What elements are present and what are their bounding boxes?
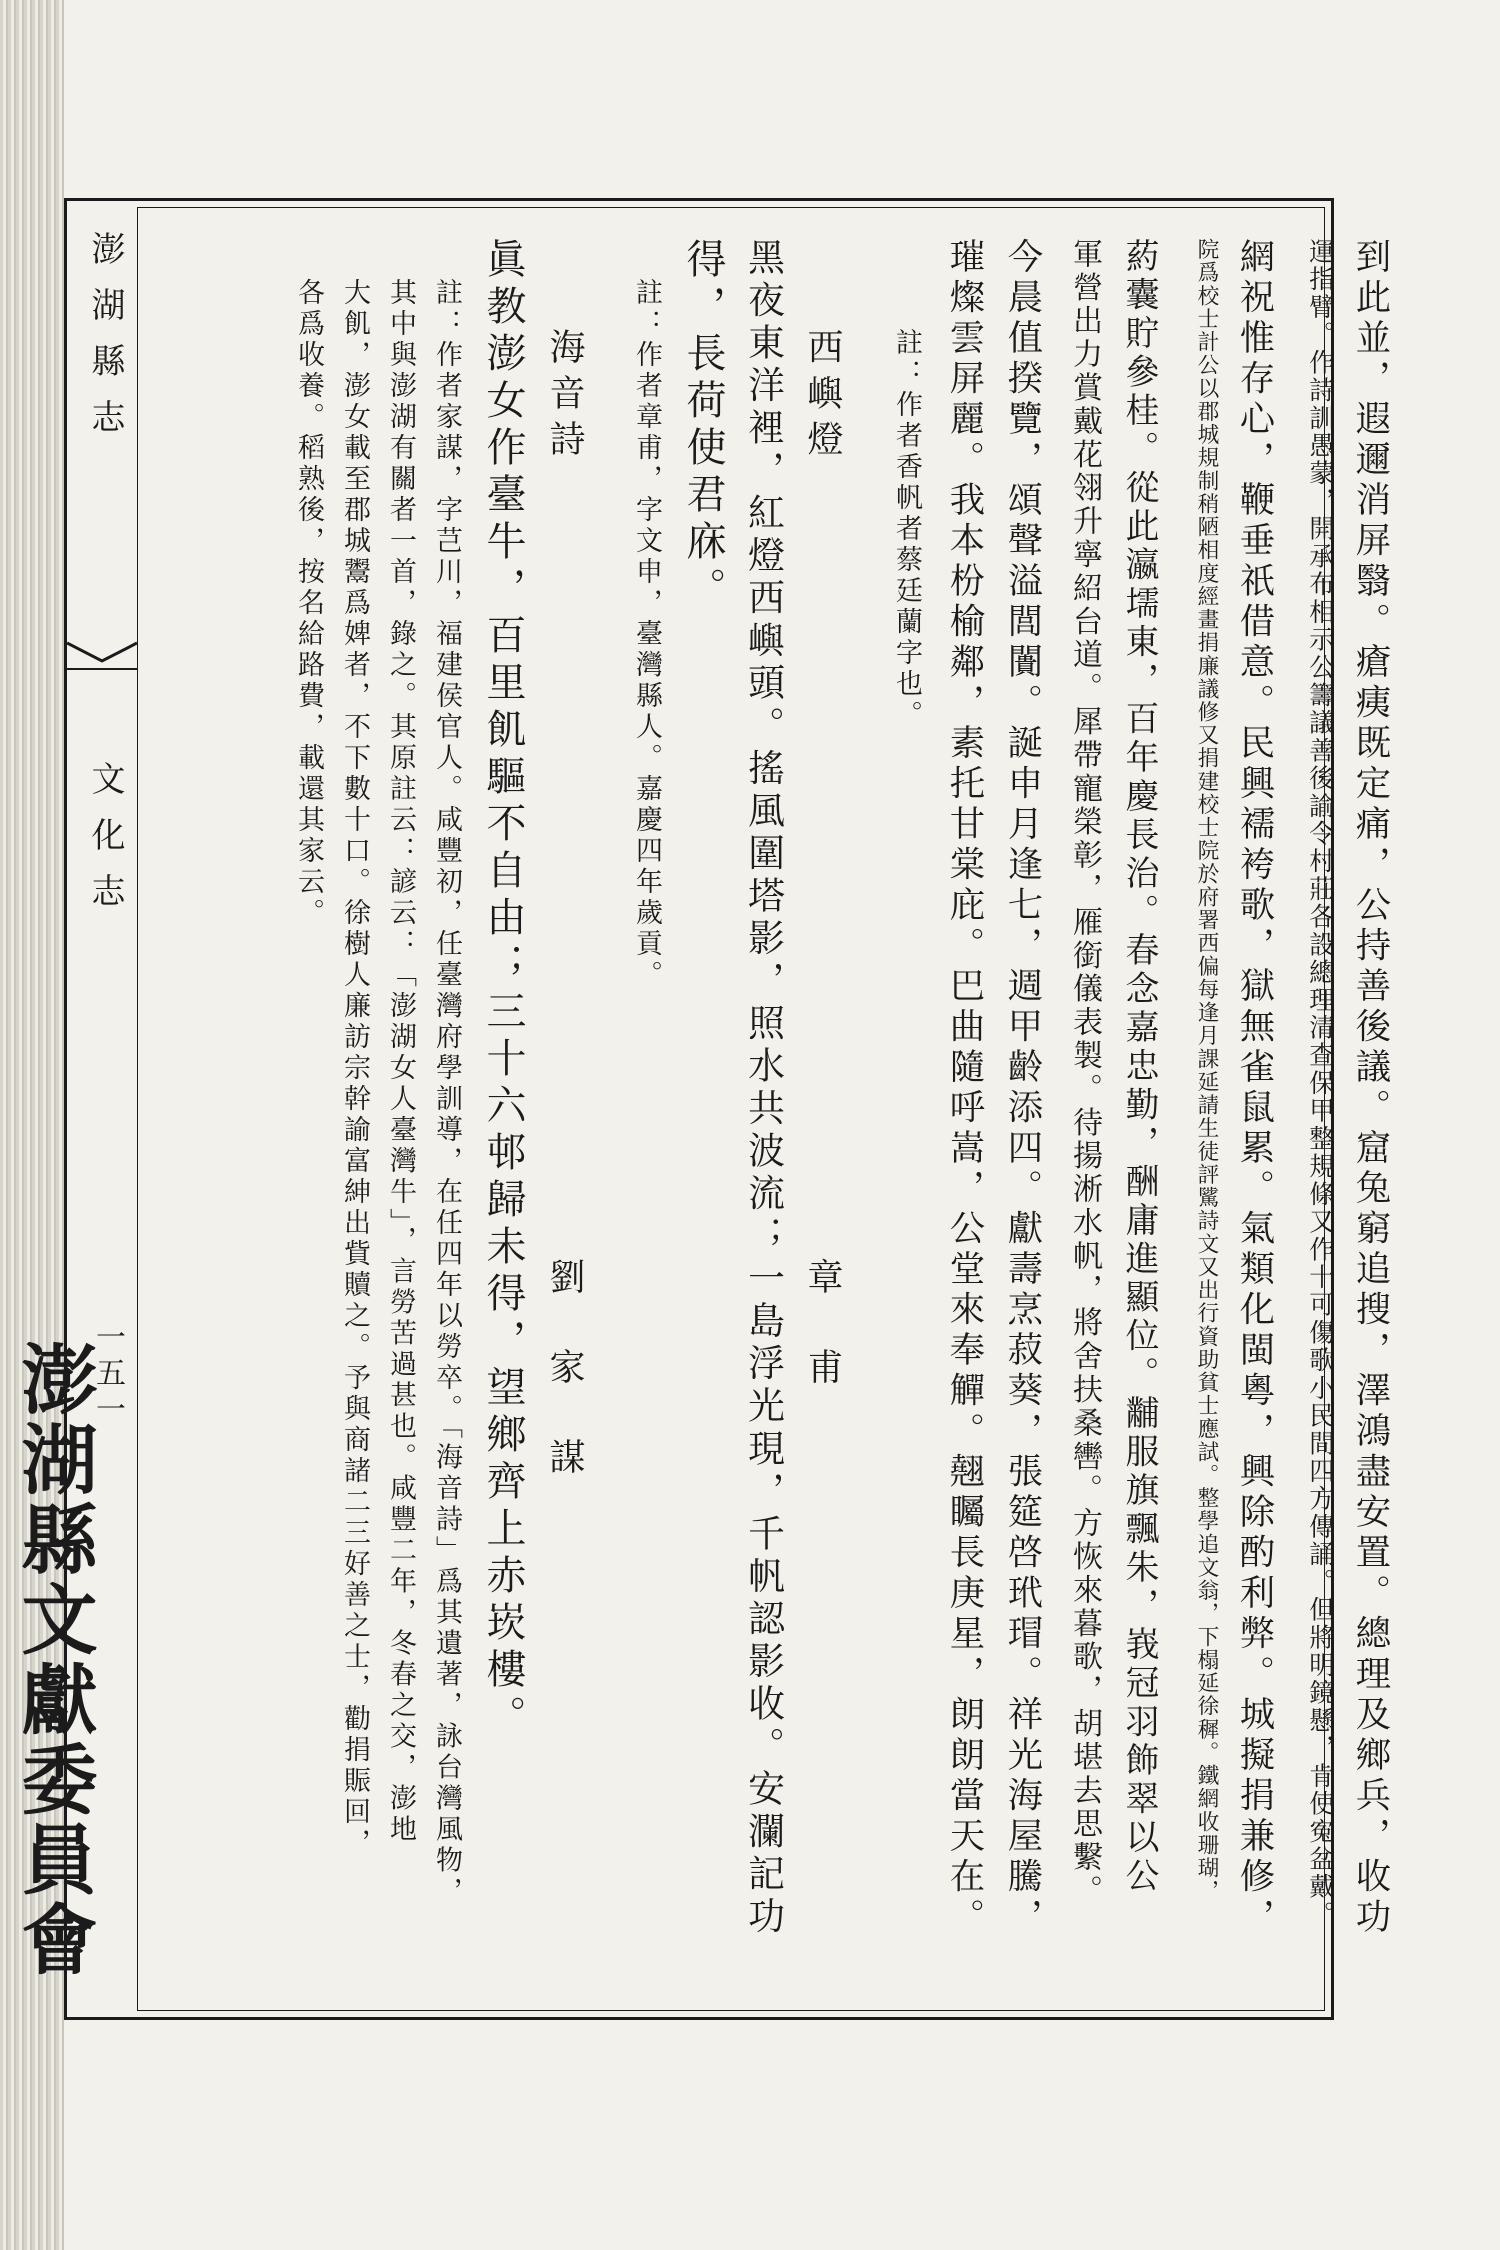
text-column: 葯囊貯參桂。從此瀛壖東，百年慶長治。春念嘉忠勤，酬庸進顯位。黼服旗飄朱，峩冠羽飾翠以公 <box>1119 238 1159 1897</box>
text-column: 院爲校士計公以郡城規制稍陋相度經畫捐廉議修又捐建校士院於府署西偏每逢月課延請生徒評騭詩文又出行資助貧士應試。整學追文翁，下榻延徐穉。鐵網收珊瑚， <box>1194 238 1219 1903</box>
note-column: 其中與澎湖有關者一首，錄之。其原註云：諺云：「澎湖女人臺灣牛」，言勞苦過甚也。咸豐二年，冬春之交，澎地 <box>385 278 416 1846</box>
poem-author: 章甫 <box>802 1258 843 1438</box>
poem-title: 海音詩 <box>544 328 585 466</box>
section-title: 文化志 <box>85 761 125 929</box>
note-column: 註：作者香帆者蔡廷蘭字也。 <box>891 328 922 731</box>
text-column: 今晨值揆覽，頌聲溢閭闠。誕申月逢七，週甲齡添四。獻壽烹菽葵，張筵啓玳瑁。祥光海屋騰， <box>1002 238 1043 1939</box>
text-column: 璀燦雲屏麗。我本枌榆鄰，素托甘棠庇。巴曲隨呼嵩，公堂來奉觶。翹矚長庚星，朗朗當天在。 <box>944 238 985 1939</box>
text-column: 眞教澎女作臺牛，百里飢驅不自由；三十六邨歸未得，望鄉齊上赤崁樓。 <box>480 238 526 1742</box>
text-column: 軍營出力賞戴花翎升寧紹台道。犀帶寵榮彰，雁銜儀表製。待揚淅水帆，將舍扶桑轡。方恢來暮歌，胡堪去思繫。 <box>1067 238 1102 1908</box>
volume-title: 澎湖縣志 <box>85 231 125 455</box>
fishtail-divider-icon <box>67 641 137 671</box>
text-column: 網祝惟存心，鞭垂祇借意。民興襦袴歌，獄無雀鼠累。氣類化閩粵，興除酌利弊。城擬捐兼修， <box>1234 238 1275 1939</box>
page-number: 一五一 <box>90 1321 125 1429</box>
text-frame <box>137 207 1391 2011</box>
poem-title: 西嶼燈 <box>802 328 843 466</box>
text-column: 運指臂。作詩訓愚蒙，開承布相示公籌議善後諭令村莊各設總理清查保甲整規條又作十可傷歌小民間四方傳誦。但將明鏡懸，肯使寃盆戴。 <box>1305 238 1335 1929</box>
publisher-name: 澎湖縣文獻委員會 <box>9 1340 98 1980</box>
note-column: 註：作者章甫，字文申，臺灣縣人。嘉慶四年歲貢。 <box>631 278 662 991</box>
note-column: 各爲收養。稻熟後，按名給路費，載還其家云。 <box>293 278 324 929</box>
poem-author: 劉家謀 <box>544 1258 585 1528</box>
text-column: 黑夜東洋裡，紅燈西嶼頭。搖風圍塔影，照水共波流；一島浮光現，千帆認影收。安瀾記功 <box>742 238 785 1940</box>
note-column: 大飢，澎女載至郡城鬻爲婢者，不下數十口。徐樹人廉訪宗幹諭富紳出貲贖之。予與商諸二三好善之士，勸捐賑回， <box>339 278 370 1859</box>
page-frame <box>64 198 1391 2020</box>
text-content <box>228 238 1396 1978</box>
note-column: 註：作者家謀，字芑川，福建侯官人。咸豐初，任臺灣府學訓導，在任四年以勞卒。「海音詩」爲其遺著，詠台灣風物， <box>431 278 462 1908</box>
text-column: 得，長荷使君庥。 <box>680 238 726 614</box>
text-column: 到此並，遐邇消屏翳。瘡痍既定痛，公持善後議。窟兔窮追搜，澤鴻盡安置。總理及鄉兵，收功 <box>1350 238 1391 1939</box>
